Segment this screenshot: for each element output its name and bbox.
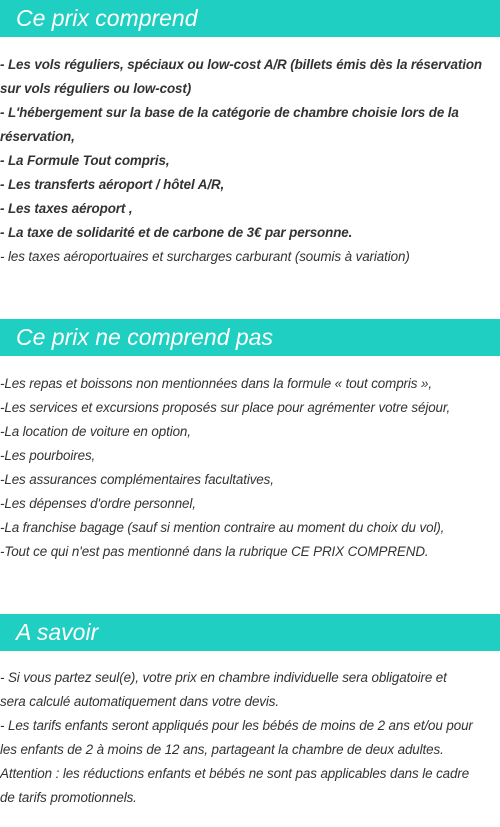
excluded-item-line: -Les dépenses d'ordre personnel,: [0, 496, 196, 511]
included-item-line: - les taxes aéroportuaires et surcharges carburant (soumis à variation): [0, 249, 410, 264]
info-line: sera calculé automatiquement dans votre devis.: [0, 694, 279, 709]
info-line: de tarifs promotionnels.: [0, 790, 137, 805]
info-line: Attention : les réductions enfants et bébés ne sont pas applicables dans le cadre: [0, 766, 470, 781]
included-item-line: - Les transferts aéroport / hôtel A/R,: [0, 177, 225, 192]
section-body-a-savoir: [0, 666, 500, 810]
section-body-ce-prix-comprend: [0, 53, 500, 269]
included-item-line: réservation,: [0, 129, 75, 144]
excluded-item-line: -Tout ce qui n'est pas mentionné dans la rubrique CE PRIX COMPREND.: [0, 544, 429, 559]
section-header-ce-prix-comprend: [0, 0, 500, 37]
excluded-item-line: -La franchise bagage (sauf si mention contraire au moment du choix du vol),: [0, 520, 445, 535]
section-title: Ce prix comprend: [16, 5, 198, 31]
section-title: Ce prix ne comprend pas: [16, 324, 273, 350]
info-line: les enfants de 2 à moins de 12 ans, partageant la chambre de deux adultes.: [0, 742, 444, 757]
included-item-line: - La taxe de solidarité et de carbone de 3€ par personne.: [0, 225, 353, 240]
excluded-item-line: -Les assurances complémentaires facultatives,: [0, 472, 274, 487]
section-header-a-savoir: [0, 614, 500, 651]
section-title: A savoir: [16, 619, 99, 645]
included-item-line: sur vols réguliers ou low-cost): [0, 81, 192, 96]
section-body-ce-prix-ne-comprend-pas: [0, 372, 500, 564]
included-item-line: - Les taxes aéroport ,: [0, 201, 133, 216]
included-item-line: - L'hébergement sur la base de la catégorie de chambre choisie lors de la: [0, 105, 459, 120]
info-line: - Les tarifs enfants seront appliqués pour les bébés de moins de 2 ans et/ou pour: [0, 718, 473, 733]
excluded-item-line: -Les pourboires,: [0, 448, 96, 463]
included-item-line: - La Formule Tout compris,: [0, 153, 170, 168]
excluded-item-line: -La location de voiture en option,: [0, 424, 191, 439]
info-line: - Si vous partez seul(e), votre prix en chambre individuelle sera obligatoire et: [0, 670, 447, 685]
excluded-item-line: -Les repas et boissons non mentionnées dans la formule « tout compris »,: [0, 376, 432, 391]
section-header-ce-prix-ne-comprend-pas: [0, 319, 500, 356]
included-item-line: - Les vols réguliers, spéciaux ou low-cost A/R (billets émis dès la réservation: [0, 57, 483, 72]
excluded-item-line: -Les services et excursions proposés sur place pour agrémenter votre séjour,: [0, 400, 451, 415]
